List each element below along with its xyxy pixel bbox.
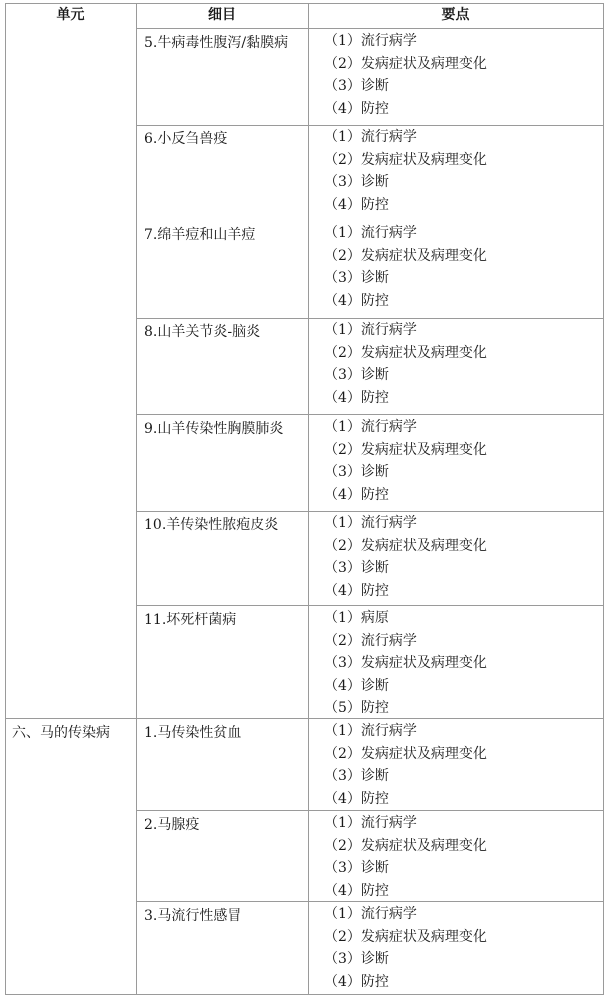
point-text: （4）防控 (324, 582, 389, 599)
point-text: （1）流行病学 (324, 906, 417, 922)
point-text: （3）诊断 (324, 860, 389, 876)
table-row-points (324, 903, 487, 993)
point-text: （3）诊断 (324, 464, 389, 480)
point-text: （4）防控 (324, 389, 389, 406)
table-row-points (324, 812, 487, 902)
table-row-unit: 六、马的传染病 (12, 725, 110, 741)
table-border-bottom (5, 994, 604, 995)
table-row-item: 7.绵羊痘和山羊痘 (144, 227, 256, 243)
point-text: （1）流行病学 (324, 225, 417, 241)
point-text: （1）流行病学 (324, 33, 417, 49)
point-text: （2）发病症状及病理变化 (324, 745, 487, 762)
point-text: （2）发病症状及病理变化 (324, 151, 487, 168)
point-text: （1）流行病学 (324, 129, 417, 145)
point-text: （2）发病症状及病理变化 (324, 441, 487, 458)
table-row-item: 1.马传染性贫血 (144, 725, 242, 741)
point-text: （2）流行病学 (324, 632, 417, 649)
point-text: （4）诊断 (324, 677, 389, 694)
point-text: （3）诊断 (324, 768, 389, 784)
point-text: （2）发病症状及病理变化 (324, 837, 487, 854)
column-divider (308, 3, 309, 995)
table-row-points (324, 416, 487, 506)
point-text: （1）流行病学 (324, 723, 417, 739)
point-text: （1）流行病学 (324, 322, 417, 338)
point-text: （4）防控 (324, 486, 389, 503)
table-row-item: 11.坏死杆菌病 (144, 612, 237, 628)
point-text: （3）诊断 (324, 78, 389, 94)
table-row-points (324, 222, 487, 312)
header-item: 细目 (208, 7, 236, 23)
point-text: （4）防控 (324, 100, 389, 117)
table-row-item: 3.马流行性感冒 (144, 908, 242, 924)
point-text: （1）流行病学 (324, 419, 417, 435)
point-text: （4）防控 (324, 973, 389, 990)
unit-divider (5, 718, 604, 719)
point-text: （3）诊断 (324, 270, 389, 286)
point-text: （2）发病症状及病理变化 (324, 55, 487, 72)
column-divider (136, 3, 137, 995)
header-divider (136, 28, 604, 29)
point-text: （3）诊断 (324, 174, 389, 190)
table-border-right (603, 3, 604, 995)
table-row-item: 9.山羊传染性胸膜肺炎 (144, 421, 284, 437)
table-row-points (324, 720, 487, 810)
header-points: 要点 (441, 7, 470, 23)
header-unit: 单元 (56, 7, 85, 23)
table-row-points (324, 512, 487, 602)
table-row-points (324, 319, 487, 409)
point-text: （2）发病症状及病理变化 (324, 537, 487, 554)
point-text: （1）流行病学 (324, 815, 417, 831)
table-row-points (324, 607, 487, 720)
table-row-item: 8.山羊关节炎-脑炎 (144, 324, 261, 340)
point-text: （5）防控 (324, 700, 389, 716)
point-text: （1）流行病学 (324, 515, 417, 531)
table-border-left (5, 3, 6, 995)
point-text: （2）发病症状及病理变化 (324, 344, 487, 361)
point-text: （1）病原 (324, 610, 389, 626)
point-text: （3）诊断 (324, 560, 389, 576)
table-row-item: 6.小反刍兽疫 (144, 131, 228, 147)
table-row-points (324, 30, 487, 120)
table-row-points (324, 126, 487, 216)
row-divider (136, 605, 604, 606)
point-text: （3）诊断 (324, 367, 389, 383)
table-row-item: 10.羊传染性脓疱皮炎 (144, 517, 279, 533)
row-divider (136, 810, 604, 811)
table-row-item: 2.马腺疫 (144, 817, 200, 833)
point-text: （4）防控 (324, 292, 389, 309)
point-text: （4）防控 (324, 882, 389, 899)
point-text: （4）防控 (324, 196, 389, 213)
table-row-item: 5.牛病毒性腹泻/黏膜病 (144, 35, 289, 51)
point-text: （2）发病症状及病理变化 (324, 928, 487, 945)
point-text: （3）诊断 (324, 951, 389, 967)
point-text: （3）发病症状及病理变化 (324, 655, 487, 671)
row-divider (136, 414, 604, 415)
point-text: （4）防控 (324, 790, 389, 807)
point-text: （2）发病症状及病理变化 (324, 247, 487, 264)
